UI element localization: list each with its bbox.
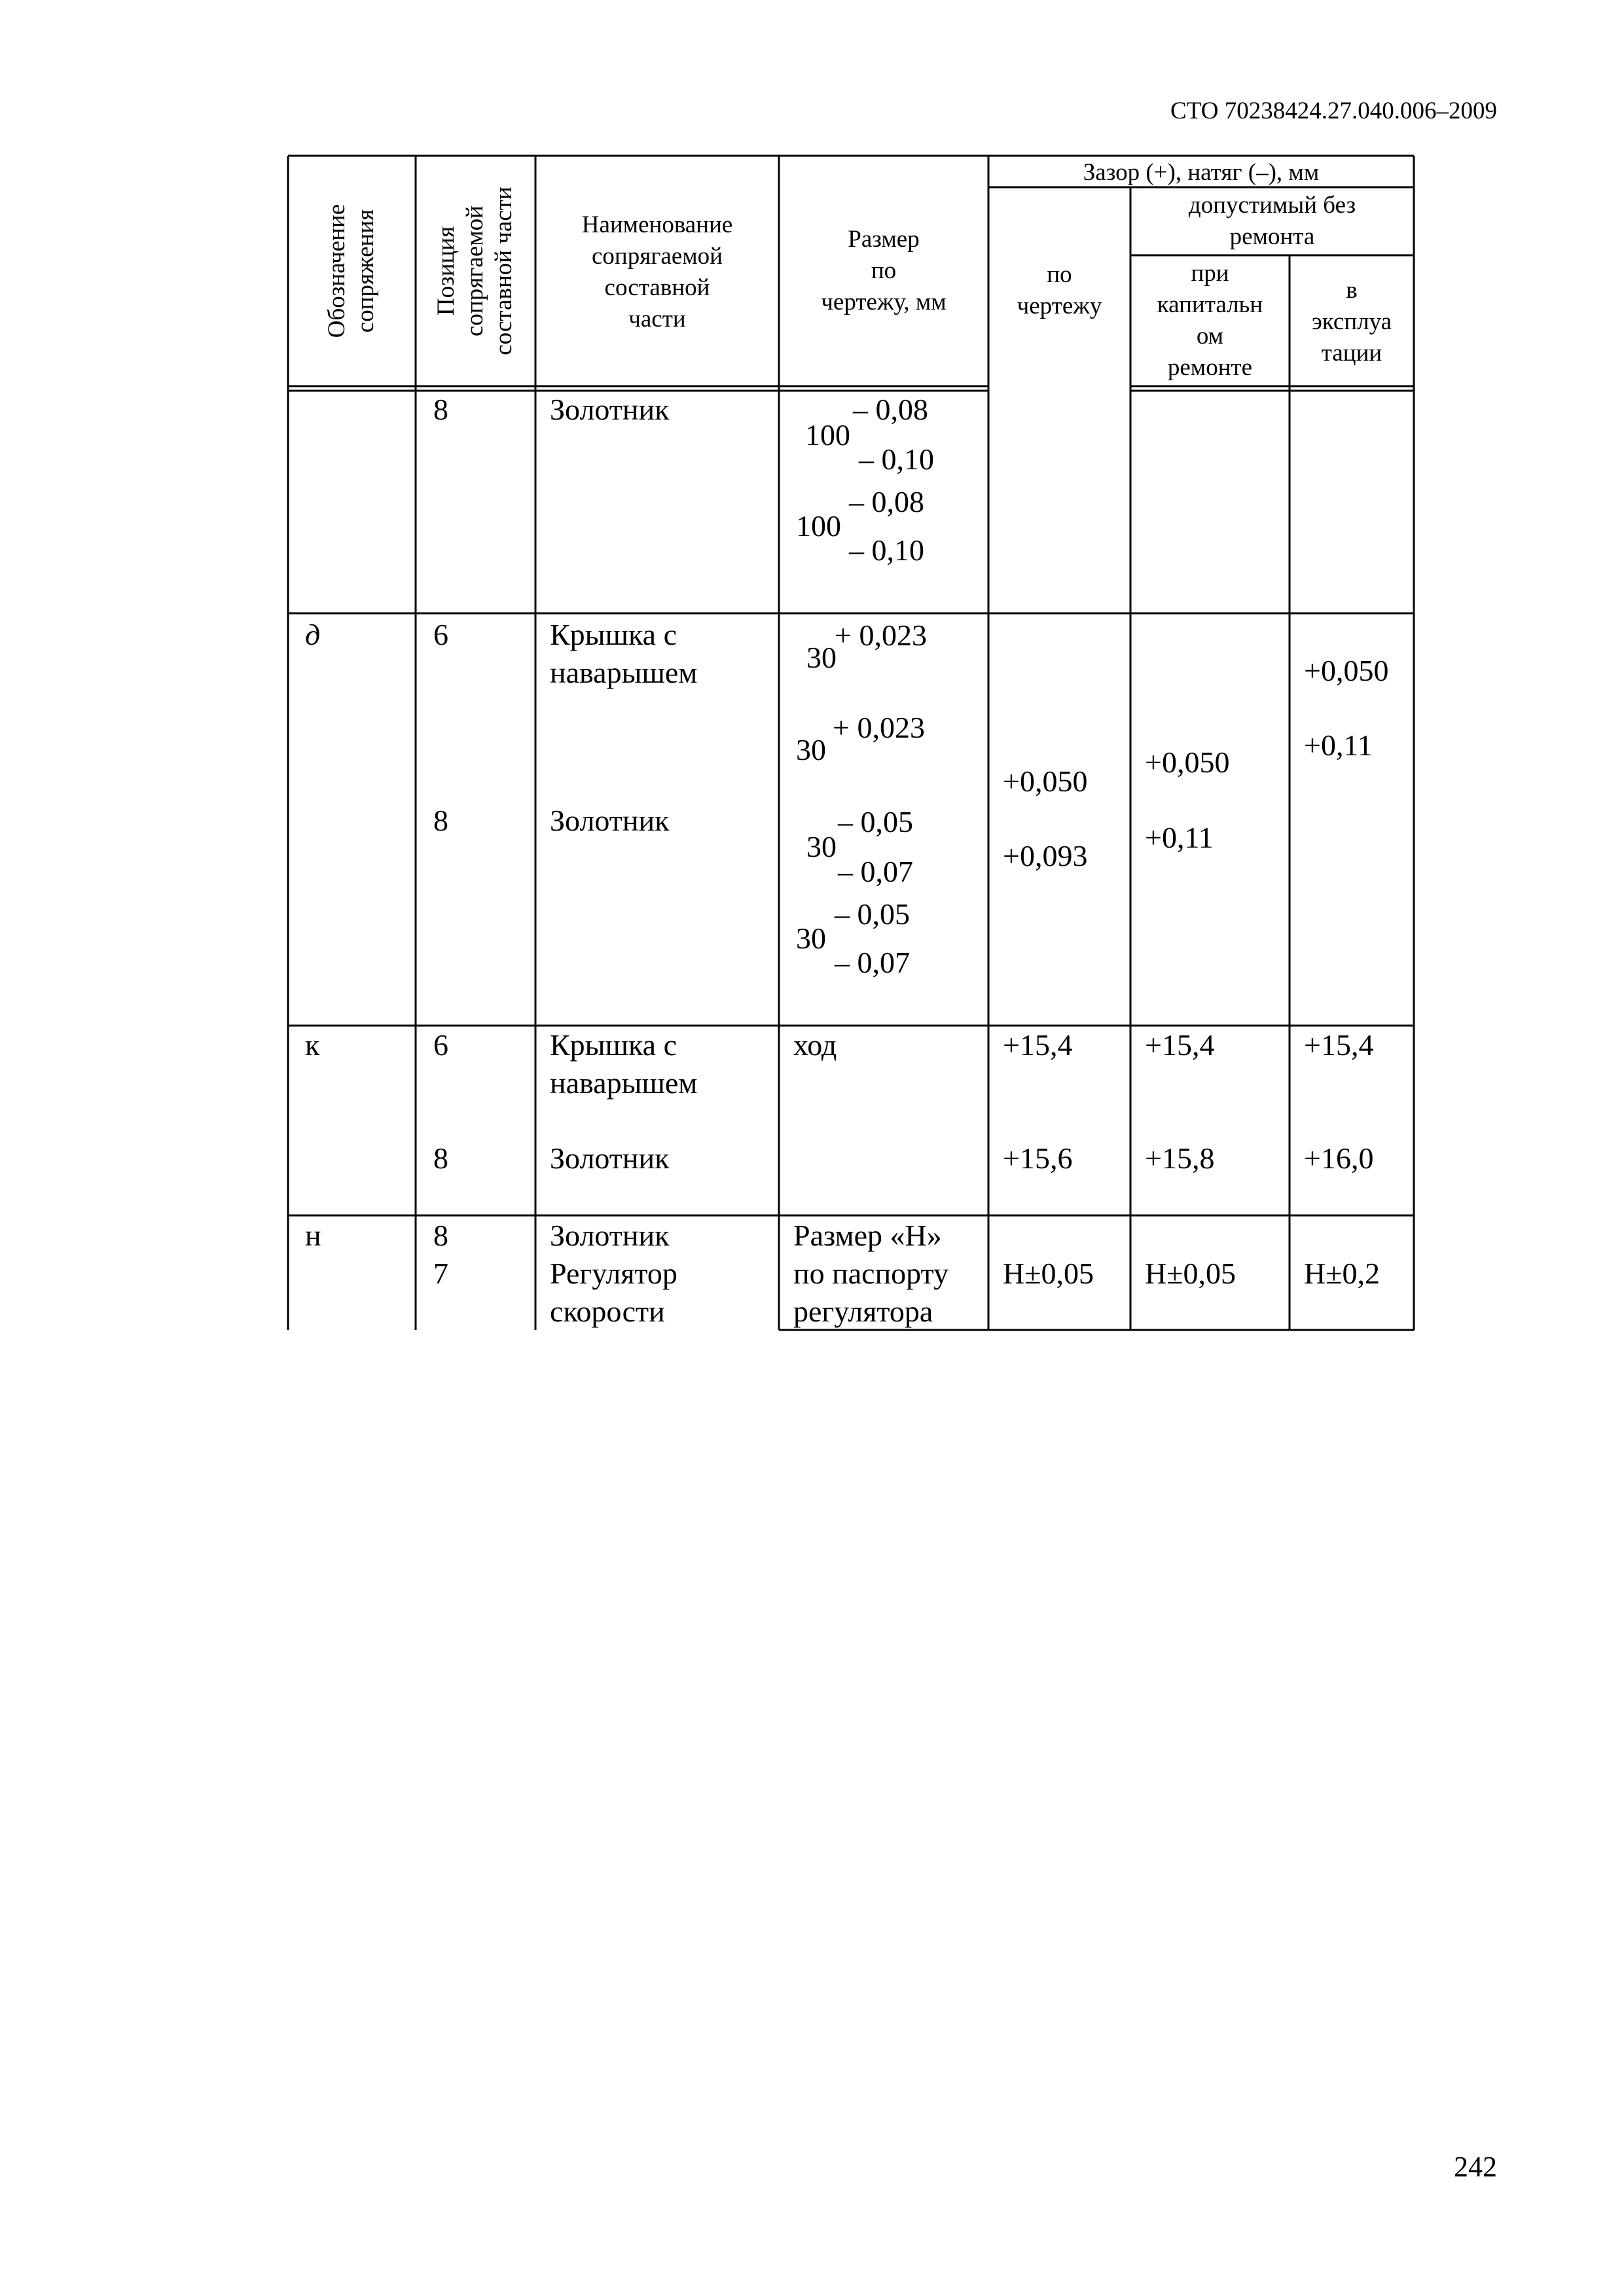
row1-position: 8	[433, 393, 448, 426]
row2-by-drawing-2: +0,093	[1003, 839, 1088, 872]
row1-size-1-nominal: 100	[805, 418, 850, 452]
row3-by-drawing-2: +15,6	[1003, 1141, 1073, 1175]
row4-operation: H±0,2	[1304, 1257, 1380, 1290]
header-name: Наименование сопрягаемой составной части	[581, 211, 733, 332]
row3-overhaul-2: +15,8	[1145, 1141, 1215, 1175]
row4-positions: 8 7	[433, 1219, 448, 1290]
header-gap-group: Зазор (+), натяг (–), мм	[1083, 159, 1320, 186]
row3-name-2: Золотник	[550, 1141, 670, 1175]
row4-overhaul: H±0,05	[1145, 1257, 1236, 1290]
row2-size-1-nominal: 30	[806, 641, 837, 674]
row2-designation: д	[305, 618, 321, 651]
document-code: СТО 70238424.27.040.006–2009	[1170, 98, 1497, 124]
row2-position-1: 6	[433, 618, 448, 651]
row1-name: Золотник	[550, 393, 670, 426]
row3-name-1: Крышка с наварышем	[550, 1028, 698, 1100]
row2-size-3-upper: – 0,05	[838, 805, 913, 838]
row2-overhaul-2: +0,11	[1145, 821, 1214, 854]
row2-size-2-upper: + 0,023	[833, 711, 925, 744]
row3-operation-2: +16,0	[1304, 1141, 1374, 1175]
header-permissible-group: допустимый без ремонта	[1188, 192, 1356, 250]
row2-name-1: Крышка с наварышем	[550, 618, 698, 689]
row2-name-2: Золотник	[550, 804, 670, 837]
row3-overhaul-1: +15,4	[1145, 1028, 1215, 1062]
row2-size-3-nominal: 30	[806, 830, 837, 863]
row4-names: Золотник Регулятор скорости	[550, 1219, 677, 1328]
page-number: 242	[1454, 2151, 1497, 2183]
row1-size-2-lower: – 0,10	[849, 533, 924, 567]
row2-by-drawing-1: +0,050	[1003, 764, 1088, 798]
row3-position-1: 6	[433, 1028, 448, 1062]
header-operation: в эксплуа тации	[1311, 277, 1392, 367]
header-overhaul: при капитальн ом ремонте	[1157, 260, 1263, 381]
row3-size: ход	[793, 1028, 837, 1062]
row2-size-2-nominal: 30	[796, 733, 826, 766]
row2-size-3-lower: – 0,07	[838, 855, 913, 888]
row3-by-drawing-1: +15,4	[1003, 1028, 1073, 1062]
row1-size-2-nominal: 100	[796, 509, 841, 543]
row2-overhaul-1: +0,050	[1145, 745, 1230, 779]
row2-size-4-nominal: 30	[796, 922, 826, 955]
row2-position-2: 8	[433, 804, 448, 837]
row3-operation-1: +15,4	[1304, 1028, 1374, 1062]
row3-designation: к	[305, 1028, 320, 1062]
row2-operation-1: +0,050	[1304, 654, 1389, 687]
row4-by-drawing: H±0,05	[1003, 1257, 1094, 1290]
row2-size-1-upper: + 0,023	[835, 619, 927, 652]
row4-designation: н	[305, 1219, 321, 1252]
row1-size-1-upper: – 0,08	[853, 393, 928, 426]
row1-size-1-lower: – 0,10	[859, 442, 934, 476]
row2-size-4-upper: – 0,05	[835, 897, 910, 931]
row4-size: Размер «Н» по паспорту регулятора	[793, 1219, 949, 1328]
row2-size-4-lower: – 0,07	[835, 946, 910, 979]
header-position: Позиция сопрягаемой составной части	[433, 187, 517, 355]
header-by-drawing: по чертежу	[1017, 261, 1102, 319]
header-size: Размер по чертежу, мм	[821, 226, 947, 315]
header-designation: Обозначение сопряжения	[323, 204, 379, 338]
row3-position-2: 8	[433, 1141, 448, 1175]
row1-size-2-upper: – 0,08	[849, 485, 924, 518]
row2-operation-2: +0,11	[1304, 728, 1373, 762]
